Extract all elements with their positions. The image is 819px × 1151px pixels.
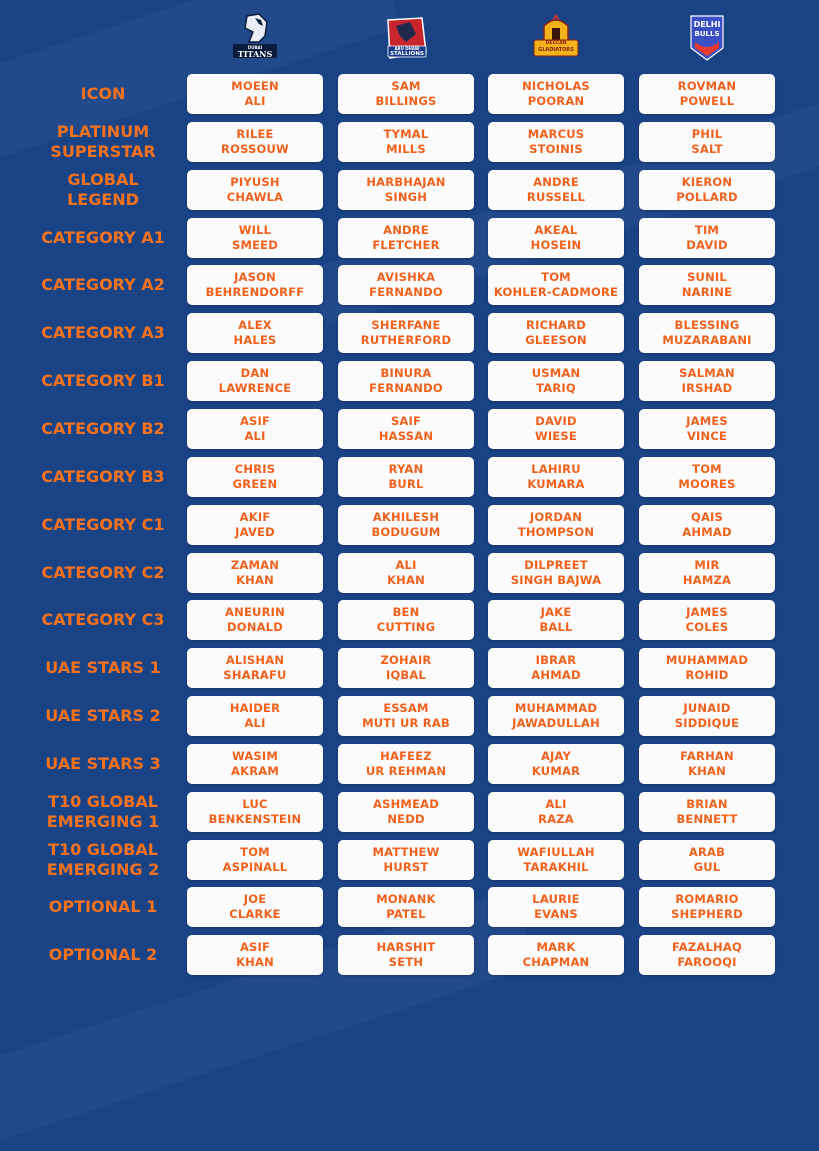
player-last-name: JAWADULLAH [512, 716, 600, 730]
player-first-name: ASIF [239, 413, 271, 428]
player-first-name: BEN [392, 604, 420, 619]
player-first-name: JUNAID [683, 700, 731, 715]
player-first-name: IBRAR [535, 652, 577, 667]
player-card [488, 744, 624, 784]
row-label: ICON [80, 84, 126, 103]
player-last-name: BODUGUM [371, 525, 441, 539]
player-last-name: RUSSELL [526, 190, 586, 204]
player-first-name: AKEAL [534, 222, 578, 237]
player-card [639, 457, 775, 497]
player-first-name: DAVID [535, 413, 577, 428]
player-card [488, 409, 624, 449]
row-label: T10 GLOBAL EMERGING 1 [46, 792, 160, 831]
player-last-name: EVANS [534, 907, 578, 921]
player-card [639, 792, 775, 832]
player-last-name: SMEED [232, 238, 278, 252]
player-last-name: BALL [539, 620, 573, 634]
player-last-name: AHMAD [682, 525, 732, 539]
player-first-name: SALMAN [679, 365, 735, 380]
player-card [639, 887, 775, 927]
player-first-name: MIR [694, 557, 720, 572]
row-label: CATEGORY A1 [41, 228, 165, 247]
player-first-name: DAN [240, 365, 270, 380]
player-first-name: ALISHAN [225, 652, 285, 667]
player-first-name: BRIAN [686, 796, 728, 811]
player-last-name: POWELL [679, 94, 735, 108]
team-logo-line2: STALLIONS [390, 50, 424, 57]
player-last-name: ALI [244, 716, 266, 730]
player-card [338, 505, 474, 545]
team-logo-line1: DUBAI [247, 45, 263, 50]
titans-horse-logo-icon [225, 12, 285, 64]
bulls-logo-icon [677, 12, 737, 64]
player-first-name: MUHAMMAD [514, 700, 598, 715]
player-last-name: MOORES [678, 477, 736, 491]
player-card [639, 696, 775, 736]
player-last-name: KHAN [387, 573, 425, 587]
player-card [187, 122, 323, 162]
row-label: PLATINUM SUPERSTAR [50, 122, 156, 161]
player-first-name: WASIM [231, 748, 279, 763]
player-last-name: SIDDIQUE [674, 716, 740, 730]
player-last-name: MILLS [386, 142, 426, 156]
player-last-name: LAWRENCE [218, 381, 292, 395]
player-last-name: KUMARA [527, 477, 585, 491]
player-last-name: SETH [388, 955, 424, 969]
player-card [187, 887, 323, 927]
player-last-name: RAZA [538, 812, 574, 826]
player-card [187, 840, 323, 880]
player-first-name: QAIS [690, 509, 724, 524]
player-card [639, 409, 775, 449]
player-last-name: TARAKHIL [523, 860, 589, 874]
player-first-name: LAHIRU [531, 461, 581, 476]
player-first-name: SUNIL [687, 269, 727, 284]
player-first-name: ROVMAN [677, 78, 737, 93]
player-last-name: FLETCHER [372, 238, 440, 252]
player-card [187, 313, 323, 353]
player-first-name: NICHOLAS [522, 78, 590, 93]
stallions-logo-icon [376, 12, 436, 64]
row-label: CATEGORY B2 [41, 419, 165, 438]
player-card [338, 409, 474, 449]
player-card [488, 648, 624, 688]
player-card [338, 218, 474, 258]
player-card [639, 935, 775, 975]
player-card [187, 265, 323, 305]
player-card [639, 313, 775, 353]
row-label: OPTIONAL 2 [48, 945, 158, 964]
player-first-name: ZAMAN [230, 557, 280, 572]
player-last-name: WIESE [535, 429, 577, 443]
player-first-name: JORDAN [529, 509, 583, 524]
player-card [187, 457, 323, 497]
player-last-name: HALES [233, 333, 277, 347]
player-last-name: MUZARABANI [662, 333, 752, 347]
player-card [338, 600, 474, 640]
player-first-name: JAMES [686, 413, 728, 428]
player-first-name: BLESSING [674, 317, 740, 332]
player-card [639, 74, 775, 114]
player-card [187, 600, 323, 640]
player-first-name: PIYUSH [230, 174, 280, 189]
player-card [488, 74, 624, 114]
row-label: CATEGORY B1 [41, 371, 165, 390]
row-label: GLOBAL LEGEND [67, 170, 139, 209]
player-card [338, 744, 474, 784]
player-card [187, 792, 323, 832]
player-first-name: BINURA [380, 365, 432, 380]
player-last-name: BURL [388, 477, 424, 491]
player-last-name: NARINE [681, 285, 733, 299]
player-first-name: FARHAN [680, 748, 734, 763]
player-card [187, 170, 323, 210]
player-card [639, 600, 775, 640]
player-card [338, 74, 474, 114]
player-last-name: KHAN [236, 955, 274, 969]
player-card [639, 361, 775, 401]
player-first-name: RILEE [236, 126, 274, 141]
player-last-name: KOHLER-CADMORE [493, 285, 619, 299]
player-card [338, 361, 474, 401]
player-card [488, 457, 624, 497]
player-first-name: AVISHKA [376, 269, 436, 284]
player-card [488, 935, 624, 975]
player-first-name: RYAN [388, 461, 424, 476]
player-first-name: LUC [242, 796, 268, 811]
player-first-name: ZOHAIR [380, 652, 432, 667]
player-first-name: MARK [536, 939, 576, 954]
team-logo-line1: DECCAN [545, 41, 567, 46]
player-last-name: PATEL [386, 907, 426, 921]
player-last-name: THOMPSON [517, 525, 595, 539]
player-card [488, 553, 624, 593]
player-first-name: AJAY [540, 748, 572, 763]
row-label: UAE STARS 2 [45, 706, 161, 725]
player-first-name: MARCUS [527, 126, 585, 141]
player-last-name: BENKENSTEIN [208, 812, 302, 826]
player-card [488, 361, 624, 401]
player-card [338, 935, 474, 975]
player-last-name: BILLINGS [375, 94, 437, 108]
player-first-name: TOM [541, 269, 571, 284]
player-first-name: HAFEEZ [380, 748, 432, 763]
team-logo-line2: TITANS [237, 49, 273, 59]
player-card [187, 553, 323, 593]
player-first-name: ALI [545, 796, 567, 811]
row-label: OPTIONAL 1 [48, 897, 158, 916]
player-card [187, 218, 323, 258]
player-first-name: ASIF [239, 939, 271, 954]
team-logo-line2: BULLS [694, 30, 720, 38]
player-last-name: BENNETT [676, 812, 738, 826]
player-last-name: COLES [685, 620, 729, 634]
player-card [338, 887, 474, 927]
row-label: UAE STARS 1 [45, 658, 161, 677]
player-card [187, 409, 323, 449]
player-first-name: KIERON [681, 174, 733, 189]
row-label: CATEGORY C3 [41, 610, 165, 629]
player-first-name: ANDRE [383, 222, 429, 237]
player-last-name: SINGH BAJWA [510, 573, 602, 587]
player-last-name: FERNANDO [369, 381, 443, 395]
row-label: CATEGORY C2 [41, 563, 165, 582]
player-last-name: VINCE [686, 429, 728, 443]
player-first-name: TOM [240, 844, 270, 859]
player-last-name: RUTHERFORD [360, 333, 452, 347]
player-last-name: KUMAR [531, 764, 581, 778]
row-label: CATEGORY C1 [41, 515, 165, 534]
player-last-name: SHEPHERD [671, 907, 743, 921]
player-last-name: CHAPMAN [522, 955, 590, 969]
player-first-name: ALEX [238, 317, 272, 332]
player-last-name: BEHRENDORFF [205, 285, 305, 299]
player-last-name: POORAN [527, 94, 585, 108]
player-card [338, 648, 474, 688]
player-first-name: HARSHIT [376, 939, 436, 954]
player-last-name: UR REHMAN [365, 764, 447, 778]
player-first-name: CHRIS [234, 461, 276, 476]
player-first-name: TOM [692, 461, 722, 476]
player-card [338, 553, 474, 593]
player-last-name: SHARAFU [223, 668, 287, 682]
player-card [488, 122, 624, 162]
player-last-name: CUTTING [376, 620, 436, 634]
player-card [639, 744, 775, 784]
player-first-name: DILPREET [524, 557, 588, 572]
player-card [338, 265, 474, 305]
player-first-name: PHIL [691, 126, 723, 141]
player-first-name: SAIF [390, 413, 422, 428]
player-card [639, 265, 775, 305]
player-first-name: RICHARD [526, 317, 586, 332]
player-card [639, 553, 775, 593]
player-card [639, 840, 775, 880]
player-last-name: IQBAL [385, 668, 427, 682]
player-first-name: MONANK [376, 891, 436, 906]
player-first-name: WAFIULLAH [517, 844, 595, 859]
row-label: CATEGORY A3 [41, 323, 165, 342]
player-card [488, 696, 624, 736]
player-last-name: KHAN [688, 764, 726, 778]
player-card [488, 792, 624, 832]
player-first-name: ALI [395, 557, 417, 572]
player-last-name: ROSSOUW [221, 142, 289, 156]
player-last-name: JAVED [235, 525, 275, 539]
player-first-name: JASON [234, 269, 276, 284]
player-first-name: HAIDER [229, 700, 281, 715]
player-first-name: HARBHAJAN [366, 174, 446, 189]
player-first-name: AKIF [239, 509, 271, 524]
player-first-name: USMAN [531, 365, 581, 380]
player-last-name: SALT [691, 142, 723, 156]
player-last-name: IRSHAD [681, 381, 733, 395]
player-last-name: POLLARD [676, 190, 738, 204]
player-first-name: AKHILESH [372, 509, 440, 524]
player-last-name: HOSEIN [530, 238, 582, 252]
player-card [488, 265, 624, 305]
team-logo-line2: GLADIATORS [538, 47, 574, 53]
player-last-name: TARIQ [536, 381, 576, 395]
player-first-name: WILL [238, 222, 272, 237]
player-first-name: ASHMEAD [373, 796, 439, 811]
player-last-name: DONALD [227, 620, 283, 634]
player-first-name: TYMAL [383, 126, 429, 141]
player-first-name: SHERFANE [371, 317, 441, 332]
player-last-name: FAROOQI [677, 955, 737, 969]
player-first-name: SAM [391, 78, 421, 93]
player-last-name: ASPINALL [222, 860, 288, 874]
player-first-name: LAURIE [532, 891, 580, 906]
player-last-name: HAMZA [682, 573, 732, 587]
row-label: CATEGORY A2 [41, 275, 165, 294]
team-logo-line1: DELHI [693, 20, 721, 29]
player-card [488, 600, 624, 640]
player-last-name: ROHID [685, 668, 729, 682]
player-last-name: FERNANDO [369, 285, 443, 299]
player-card [187, 361, 323, 401]
player-first-name: ANDRE [533, 174, 579, 189]
player-last-name: GUL [693, 860, 721, 874]
row-label: UAE STARS 3 [45, 754, 161, 773]
row-label: T10 GLOBAL EMERGING 2 [46, 840, 160, 879]
player-first-name: ROMARIO [675, 891, 739, 906]
player-card [187, 74, 323, 114]
player-card [338, 696, 474, 736]
player-card [338, 840, 474, 880]
player-last-name: CHAWLA [226, 190, 284, 204]
player-first-name: JOE [243, 891, 267, 906]
player-last-name: AHMAD [531, 668, 581, 682]
player-card [488, 170, 624, 210]
player-last-name: DAVID [686, 238, 728, 252]
player-last-name: AKRAM [230, 764, 279, 778]
gladiators-helmet-logo-icon [526, 12, 586, 64]
player-card [187, 744, 323, 784]
team-logo-line1: ABU DHABI [394, 46, 420, 51]
player-card [639, 170, 775, 210]
player-card [338, 313, 474, 353]
player-last-name: STOINIS [529, 142, 583, 156]
player-card [488, 218, 624, 258]
player-last-name: KHAN [236, 573, 274, 587]
player-card [338, 170, 474, 210]
player-last-name: GREEN [232, 477, 278, 491]
player-card [488, 505, 624, 545]
player-last-name: GLEESON [525, 333, 587, 347]
player-first-name: FAZALHAQ [672, 939, 742, 954]
player-card [639, 218, 775, 258]
player-first-name: ARAB [688, 844, 726, 859]
player-first-name: ESSAM [383, 700, 429, 715]
player-card [338, 122, 474, 162]
player-first-name: MATTHEW [372, 844, 440, 859]
player-last-name: NEDD [387, 812, 425, 826]
player-card [639, 505, 775, 545]
player-card [338, 792, 474, 832]
player-card [488, 313, 624, 353]
player-last-name: CLARKE [229, 907, 281, 921]
player-first-name: TIM [694, 222, 720, 237]
player-card [488, 840, 624, 880]
player-last-name: HASSAN [378, 429, 434, 443]
player-first-name: MOEEN [231, 78, 279, 93]
background-stripe [0, 889, 538, 1150]
player-card [187, 505, 323, 545]
player-first-name: MUHAMMAD [665, 652, 749, 667]
row-label: CATEGORY B3 [41, 467, 165, 486]
player-last-name: ALI [244, 429, 266, 443]
player-card [187, 648, 323, 688]
player-card [639, 648, 775, 688]
player-first-name: JAMES [686, 604, 728, 619]
player-first-name: ANEURIN [225, 604, 285, 619]
player-card [187, 696, 323, 736]
player-card [187, 935, 323, 975]
player-card [639, 122, 775, 162]
player-last-name: ALI [244, 94, 266, 108]
player-first-name: JAKE [540, 604, 572, 619]
player-card [488, 887, 624, 927]
player-last-name: SINGH [384, 190, 428, 204]
player-last-name: HURST [383, 860, 429, 874]
player-last-name: MUTI UR RAB [362, 716, 450, 730]
player-card [338, 457, 474, 497]
